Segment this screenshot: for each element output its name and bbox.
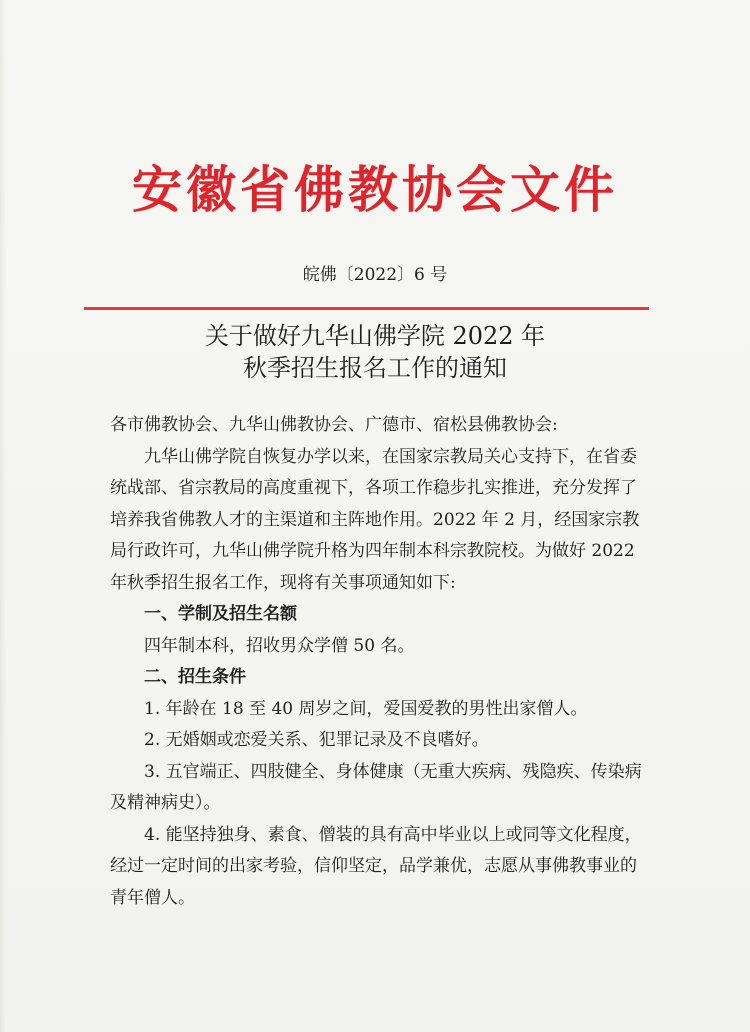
condition-item-4: 4. 能坚持独身、素食、僧装的具有高中毕业以上或同等文化程度，经过一定时间的出家考验，信仰坚定，品学兼优，志愿从事佛教事业的青年僧人。: [110, 824, 642, 908]
section-2-heading: 二、招生条件: [144, 667, 246, 687]
condition-item-1: 1. 年龄在 18 至 40 周岁之间，爱国爱教的男性出家僧人。: [144, 698, 588, 719]
letterhead-title: 安徽省佛教协会文件: [132, 161, 618, 219]
page-edge-shadow: [0, 0, 6, 1032]
condition-item-2: 2. 无婚姻或恋爱关系、犯罪记录及不良嗜好。: [144, 730, 489, 750]
notice-title: [0, 320, 750, 384]
notice-body: [110, 410, 650, 914]
section-1-text: 四年制本科，招收男众学僧 50 名。: [144, 635, 415, 656]
intro-paragraph: 九华山佛学院自恢复办学以来，在国家宗教局关心支持下，在省委统战部、省宗教局的高度重视下，各项工作稳步扎实推进，充分发挥了培养我省佛教人才的主渠道和主阵地作用。2022 年 2 月，经国家宗教局行政许可，九华山佛学院升格为四年制本科宗教院校。为做好 2022 年秋季招生报名工作，现将有关事项通知如下:: [110, 446, 640, 593]
section-1-heading: 一、学制及招生名额: [144, 604, 297, 624]
addressee: 各市佛教协会、九华山佛教协会、广德市、宿松县佛教协会:: [110, 415, 558, 435]
condition-item-3: 3. 五官端正、四肢健全、身体健康（无重大疾病、残隐疾、传染病及精神病史）。: [110, 761, 642, 813]
document-number: 皖佛〔2022〕6 号: [302, 265, 448, 285]
notice-title-line-2: 秋季招生报名工作的通知: [243, 354, 507, 382]
letterhead-red-rule: [84, 307, 649, 310]
notice-title-line-1: 关于做好九华山佛学院 2022 年: [204, 322, 546, 350]
